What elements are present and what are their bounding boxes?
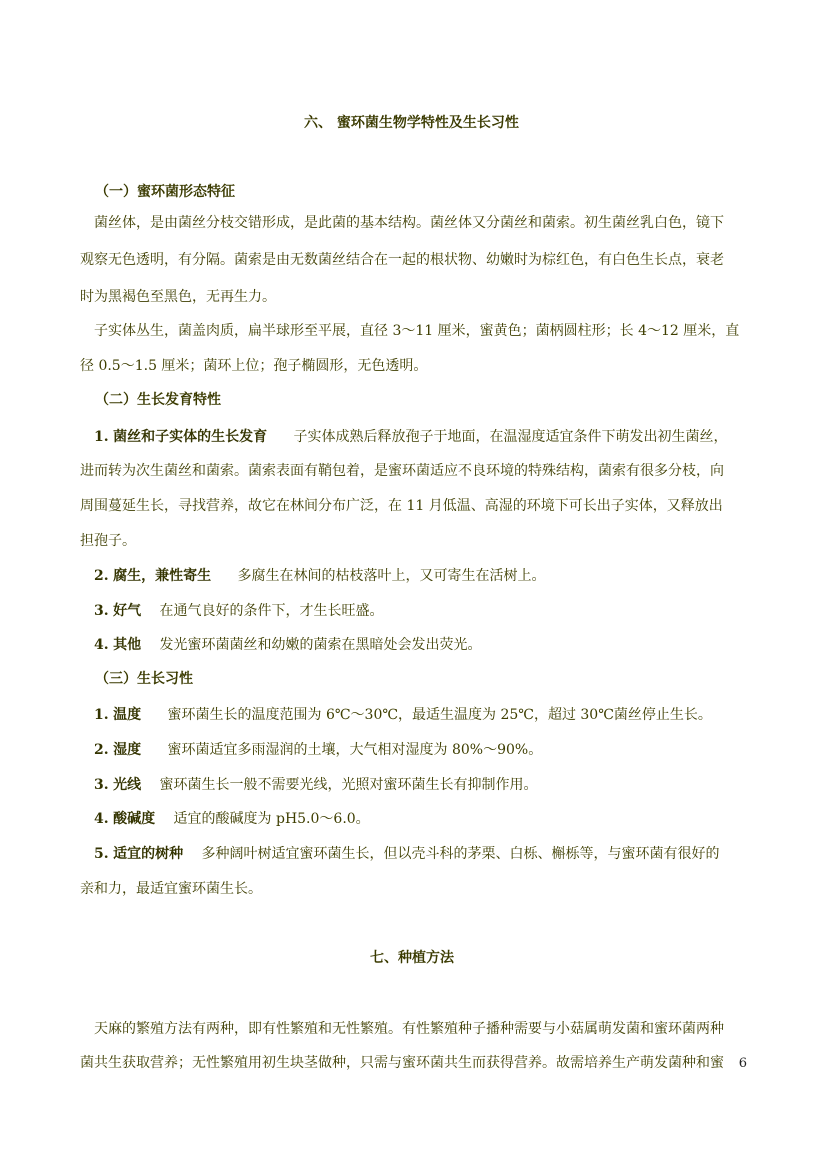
paragraph-line: 菌丝体，是由菌丝分枝交错形成，是此菌的基本结构。菌丝体又分菌丝和菌索。初生菌丝乳白色，镜下 bbox=[94, 215, 724, 231]
item-label: 菌丝和子实体的生长发育 bbox=[113, 429, 268, 445]
list-item bbox=[80, 600, 748, 620]
item-number: 3. bbox=[94, 777, 109, 793]
item-number: 1. bbox=[94, 429, 109, 445]
list-item bbox=[80, 774, 748, 794]
paragraph-line: 径 0.5～1.5 厘米；菌环上位；孢子椭圆形，无色透明。 bbox=[80, 358, 428, 374]
item-number: 1. bbox=[94, 707, 109, 723]
item-label: 好气 bbox=[113, 603, 142, 619]
paragraph-line: 菌共生获取营养；无性繁殖用初生块茎做种，只需与蜜环菌共生而获得营养。故需培养生产萌发菌种和蜜 bbox=[80, 1055, 724, 1071]
item-number: 2. bbox=[94, 568, 109, 584]
item-label: 温度 bbox=[113, 707, 142, 723]
item-text: 多腐生在林间的枯枝落叶上，又可寄生在活树上。 bbox=[237, 568, 546, 584]
list-item bbox=[80, 704, 748, 724]
paragraph-line: 担孢子。 bbox=[80, 533, 136, 549]
paragraph-line: 子实体丛生，菌盖肉质，扁半球形至平展，直径 3～11 厘米，蜜黄色；菌柄圆柱形；长 4～12 厘米，直 bbox=[94, 323, 740, 339]
item-text: 蜜环菌生长的温度范围为 6℃～30℃，最适生温度为 25℃，超过 30℃菌丝停止生长。 bbox=[167, 707, 712, 723]
item-text: 在通气良好的条件下，才生长旺盛。 bbox=[159, 603, 384, 619]
subsection-1-heading: （一）蜜环菌形态特征 bbox=[95, 184, 235, 200]
item-text: 蜜环菌适宜多雨湿润的土壤，大气相对湿度为 80%～90%。 bbox=[167, 742, 543, 758]
item-number: 3. bbox=[94, 603, 109, 619]
item-number: 5. bbox=[94, 846, 109, 862]
section-7-title: 七、种植方法 bbox=[370, 950, 454, 966]
subsection-3-heading: （三）生长习性 bbox=[95, 671, 193, 687]
item-text: 蜜环菌生长一般不需要光线，光照对蜜环菌生长有抑制作用。 bbox=[159, 777, 538, 793]
item-label: 腐生，兼性寄生 bbox=[113, 568, 212, 584]
subsection-2-heading: （二）生长发育特性 bbox=[95, 392, 221, 408]
item-text: 适宜的酸碱度为 pH5.0～6.0。 bbox=[173, 811, 370, 827]
item-label: 适宜的树种 bbox=[113, 846, 184, 862]
list-item bbox=[80, 808, 748, 828]
paragraph-line: 亲和力，最适宜蜜环菌生长。 bbox=[80, 881, 262, 897]
item-text: 多种阔叶树适宜蜜环菌生长，但以壳斗科的茅栗、白栎、槲栎等，与蜜环菌有很好的 bbox=[201, 846, 720, 862]
item-label: 酸碱度 bbox=[113, 811, 156, 827]
paragraph-line: 时为黑褐色至黑色，无再生力。 bbox=[80, 289, 276, 305]
item-text: 发光蜜环菌菌丝和幼嫩的菌索在黑暗处会发出荧光。 bbox=[159, 637, 482, 653]
item-label: 其他 bbox=[113, 637, 142, 653]
paragraph-line: 进而转为次生菌丝和菌索。菌索表面有鞘包着，是蜜环菌适应不良环境的特殊结构，菌索有很多分枝，向 bbox=[80, 463, 724, 479]
list-item bbox=[80, 843, 748, 863]
list-item bbox=[80, 426, 748, 446]
item-label: 光线 bbox=[113, 777, 142, 793]
section-6-title: 六、 蜜环菌生物学特性及生长习性 bbox=[304, 115, 519, 131]
item-number: 4. bbox=[94, 637, 109, 653]
paragraph-line: 周围蔓延生长，寻找营养，故它在林间分布广泛，在 11 月低温、高湿的环境下可长出子实体，又释放出 bbox=[80, 498, 723, 514]
item-text: 子实体成熟后释放孢子于地面，在温湿度适宜条件下萌发出初生菌丝， bbox=[293, 429, 728, 445]
page-number: 6 bbox=[738, 1056, 747, 1071]
item-label: 湿度 bbox=[113, 742, 142, 758]
list-item bbox=[80, 565, 748, 585]
item-number: 2. bbox=[94, 742, 109, 758]
paragraph-line: 观察无色透明，有分隔。菌索是由无数菌丝结合在一起的根状物、幼嫩时为棕红色，有白色生长点，衰老 bbox=[80, 252, 724, 268]
list-item bbox=[80, 634, 748, 654]
paragraph-line: 天麻的繁殖方法有两种，即有性繁殖和无性繁殖。有性繁殖种子播种需要与小菇属萌发菌和蜜环菌两种 bbox=[94, 1021, 724, 1037]
item-number: 4. bbox=[94, 811, 109, 827]
list-item bbox=[80, 739, 748, 759]
